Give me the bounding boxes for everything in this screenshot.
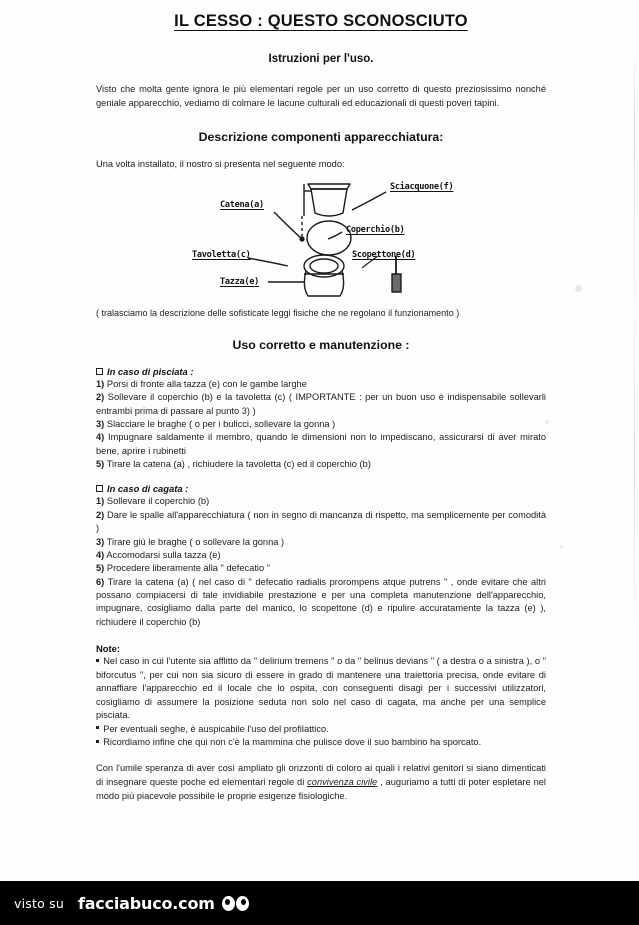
checkbox-icon [96,485,103,492]
block-heading-pisciata [96,366,546,377]
note-item [96,723,546,736]
intro-paragraph: Visto che molta gente ignora le più elementari regole per un uso corretto di questo preziosissimo nonché geniale apparecchio, vediamo di colmare le lacune culturali ed educazionali di questi poveri tapini. [96,84,546,108]
scan-artifact [560,545,563,548]
footer-brand: facciabuco.com [77,893,215,913]
block-heading-pisciata-label: In caso di pisciata : [107,365,194,377]
step-number: 1) [96,496,105,507]
step-text: Procedere liberamente alla " defecatio " [104,563,271,574]
scan-edge-streak [634,40,635,720]
block-heading-cagata [96,483,546,494]
notes-heading: Note: [96,643,120,655]
step-item [96,458,546,471]
step-number: 2) [96,392,105,403]
eye-right-icon [236,896,249,911]
eyes-logo-icon [222,896,249,911]
step-item [96,509,546,536]
step-text: Tirare giù le braghe ( o sollevare la gonna ) [104,536,285,547]
note-text: Ricordiamo infine che qui non c'è la mammina che pulisce dove il suo bambino ha sporcato. [103,736,482,747]
step-number: 2) [96,509,105,520]
step-item [96,378,546,391]
section-heading-components: Descrizione componenti apparecchiatura: [198,130,444,145]
step-item [96,391,546,418]
step-text: Porsi di fronte alla tazza (e) con le gambe larghe [104,378,307,389]
step-text: Sollevare il coperchio (b) [104,496,210,507]
step-text: Tirare la catena (a) , richiudere la tavoletta (c) ed il coperchio (b) [104,459,371,470]
note-text: Nel caso in cui l'utente sia afflitto da " delirium tremens " o da " belinus devians " ( a destra o a sinistra ), o " biforcutus ", per cui non sia sicuro di essere in grado di mantenere una traiettoria precisa, onde evitare di annaffiare l'apparecchio ed il locale che lo ospita, con conseguenti disagi per i successivi utilizzatori, cosigliamo di assumere la posizione seduta non solo nel caso di cagata, ma anche per una semplice pisciata. [96,656,546,721]
checkbox-icon [96,368,103,375]
step-text: Accomodarsi sulla tazza (e) [104,549,221,560]
footer-prefix: visto su [14,895,64,911]
toilet-diagram-svg [96,178,546,300]
step-text: Slacciare le braghe ( o per i bulicci, sollevare la gonna ) [104,418,336,429]
step-text: Sollevare il coperchio (b) e la tavoletta (c) ( IMPORTANTE : per un buon uso è indispensabile sollevarli entrambi prima di passare al punto 3) ) [96,392,546,416]
step-item [96,536,546,549]
diagram-label-scopettone: Scopettone(d) [352,249,416,260]
bullet-icon [96,740,99,743]
page-title: IL CESSO : QUESTO SCONOSCIUTO [174,12,468,30]
eye-left-icon [222,896,235,911]
step-item [96,431,546,458]
step-item [96,562,546,575]
toilet-diagram [96,178,546,300]
step-number: 4) [96,432,105,443]
instruction-block-cagata [96,483,546,629]
bullet-icon [96,659,99,662]
diagram-label-sciacquone: Sciacquone(f) [390,181,454,192]
diagram-label-catena: Catena(a) [220,199,264,210]
step-item [96,495,546,508]
note-item [96,736,546,749]
bullet-icon [96,726,99,729]
step-item [96,418,546,431]
chain-knob [299,236,304,241]
closing-emphasis: convivenza civile [307,777,378,788]
block-heading-cagata-label: In caso di cagata : [107,483,189,495]
step-text: Impugnare saldamente il membro, quando le dimensioni non lo impediscano, assicurarsi di aver mirato bene, aprire i rubinetti [96,432,546,456]
watermark-footer [0,881,639,925]
closing-part1: Con l'umile speranza di aver così ampliato gli orizzonti di coloro ai quali i relativi genitori si siano dimenticati di insegnare queste poche ed elementari regole di [96,763,546,788]
step-item [96,576,546,630]
diagram-label-tazza: Tazza(e) [220,276,259,287]
step-number: 1) [96,378,105,389]
note-text: Per eventuali seghe, è auspicabile l'uso del profilattico. [103,723,329,734]
diagram-label-tavoletta: Tavoletta(c) [192,249,251,260]
closing-part2: , auguriamo a tutti di poter espletare nel modo più piacevole possibile le proprie esigenze fisiologiche. [96,777,546,801]
step-number: 5) [96,459,105,470]
section-heading-usage: Uso corretto e manutenzione : [232,337,410,352]
document-subtitle: Istruzioni per l'uso. [268,53,374,65]
step-number: 5) [96,563,105,574]
step-text: Dare le spalle all'apparecchiatura ( non in segno di mancanza di rispetto, ma semplicemente per comodità ) [96,509,546,534]
step-number: 6) [96,576,105,587]
step-number: 4) [96,549,105,560]
components-lead-line: Una volta installato, il nostro si presenta nel seguente modo: [96,159,345,170]
diagram-label-coperchio: Coperchio(b) [346,224,405,235]
closing-paragraph [96,762,546,803]
note-item [96,655,546,722]
components-footnote: ( tralasciamo la descrizione delle sofisticate leggi fisiche che ne regolano il funzionamento ) [96,307,460,318]
document-content [96,12,546,803]
scan-artifact [575,285,582,292]
step-number: 3) [96,418,105,429]
step-number: 3) [96,536,105,547]
instruction-block-pisciata [96,366,546,472]
step-text: Tirare la catena (a) ( nel caso di " defecatio radialis prorompens atque putrens " , onde evitare che altri possano compiacersi di tale invidiabile prestazione e per una completa manutenzione dell'apparecchio, impugnare, cosigliamo dalla parte del manico, lo scopettone (d) e ripulire accuratamente la tazza (e) ), richiudere il coperchio (b) [96,576,546,627]
step-item [96,549,546,562]
